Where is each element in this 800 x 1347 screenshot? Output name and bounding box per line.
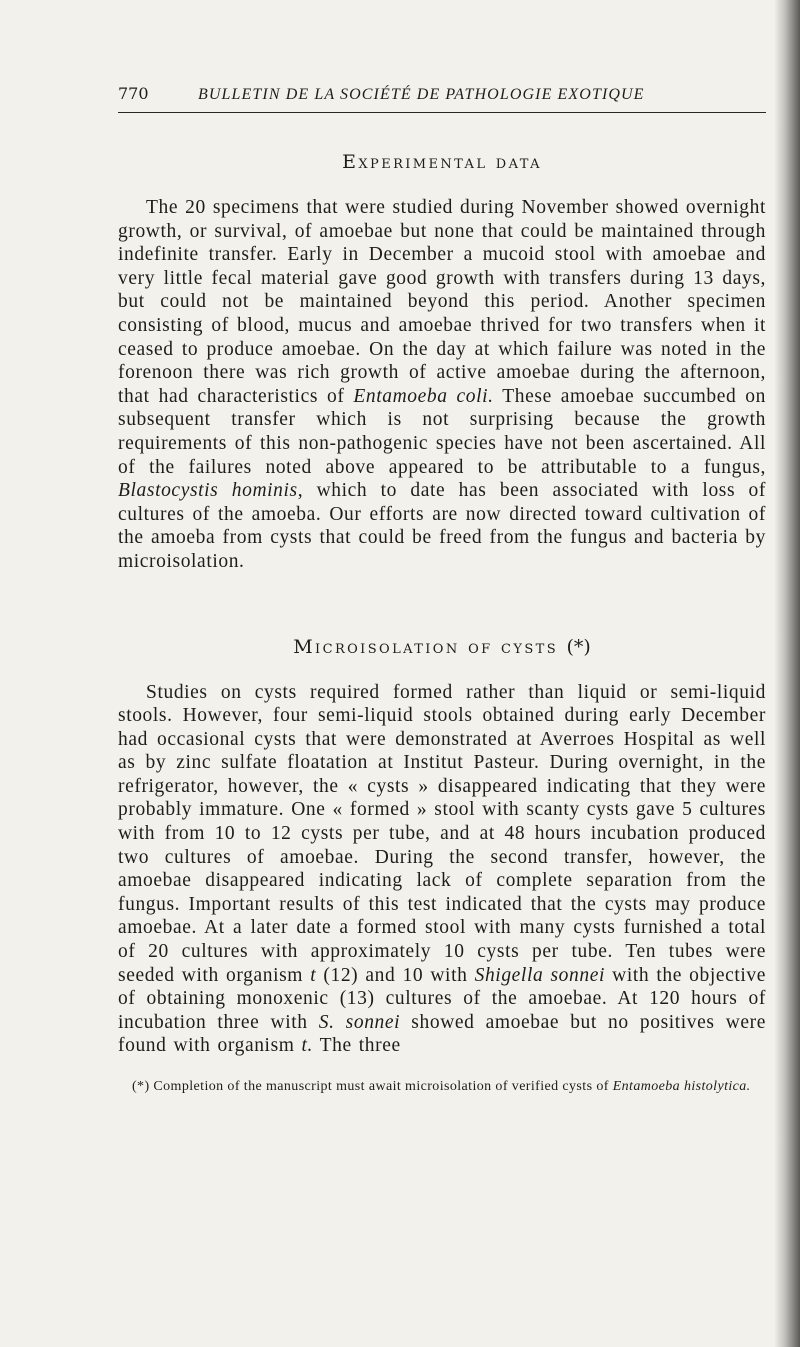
footnote-marker: (*) bbox=[566, 635, 591, 658]
species-blastocystis-hominis: Blastocystis hominis bbox=[118, 480, 298, 502]
journal-title: BULLETIN DE LA SOCIÉTÉ DE PATHOLOGIE EXOTIQUE bbox=[198, 86, 645, 103]
species-s-sonnei: S. sonnei bbox=[318, 1011, 401, 1033]
paragraph-microisolation: Studies on cysts required formed rather than liquid or semi-liquid stools. However, four semi-liquid stools obtained during early December had occasional cysts that were demonstrated at Averroes Hospital as well as by zinc sulfate floatation at Institut Pasteur. During overnight, in the refrigerator, however, the « cysts » disappeared indicating that they were probably immature. One « formed » stool with scanty cysts gave 5 cultures with from 10 to 12 cysts per tube, and at 48 hours incubation produced two cultures of amoebae. During the second transfer, however, the amoebae disappeared indicating lack of complete separation from the fungus. Important results of this test indicated that the cysts may produce amoebae. At a later date a formed stool with many cysts furnished a total of 20 cultures with approximately 10 cysts per tube. Ten tubes were seeded with organism t (12) and 10 with Shigella sonnei with the objective of obtaining monoxenic (13) cultures of the amoebae. At 120 hours of incubation three with S. sonnei showed amoebae but no positives were found with organism t. The three bbox=[118, 681, 767, 1057]
organism-t-ref: t. bbox=[301, 1035, 314, 1057]
page-number: 770 bbox=[118, 84, 149, 103]
organism-t: t bbox=[310, 964, 317, 986]
running-header bbox=[118, 84, 766, 113]
section-heading-experimental-data: Experimental data bbox=[342, 151, 542, 173]
species-entamoeba-histolytica: Entamoeba histolytica. bbox=[612, 1079, 751, 1094]
section-heading-microisolation: Microisolation of cysts (*) bbox=[293, 635, 591, 658]
document-page bbox=[118, 84, 766, 1109]
paragraph-experimental-data: The 20 specimens that were studied during November showed overnight growth, or survival, of amoebae but none that could be maintained through indefinite transfer. Early in December a mucoid stool with amoebae and very little fecal material gave good growth with transfers during 13 days, but could not be maintained beyond this period. Another specimen consisting of blood, mucus and amoebae thrived for two transfers when it ceased to produce amoebae. On the day at which failure was noted in the forenoon there was rich growth of active amoebae during the afternoon, that had characteristics of Entamoeba coli. These amoebae succumbed on subsequent transfer which is not surprising because the growth requirements of this non-pathogenic species have not been ascertained. All of the failures noted above appeared to be attributable to a fungus, Blastocystis hominis, which to date has been associated with loss of cultures of the amoeba. Our efforts are now directed toward cultivation of the amoeba from cysts that could be freed from the fungus and bacteria by microisolation. bbox=[118, 197, 767, 572]
page-edge-shadow bbox=[774, 0, 800, 1347]
footnote: (*) Completion of the manuscript must await microisolation of verified cysts of Entamoeba histolytica. bbox=[132, 1079, 751, 1094]
species-shigella-sonnei: Shigella sonnei bbox=[474, 964, 605, 986]
species-entamoeba-coli: Entamoeba coli. bbox=[353, 385, 494, 407]
